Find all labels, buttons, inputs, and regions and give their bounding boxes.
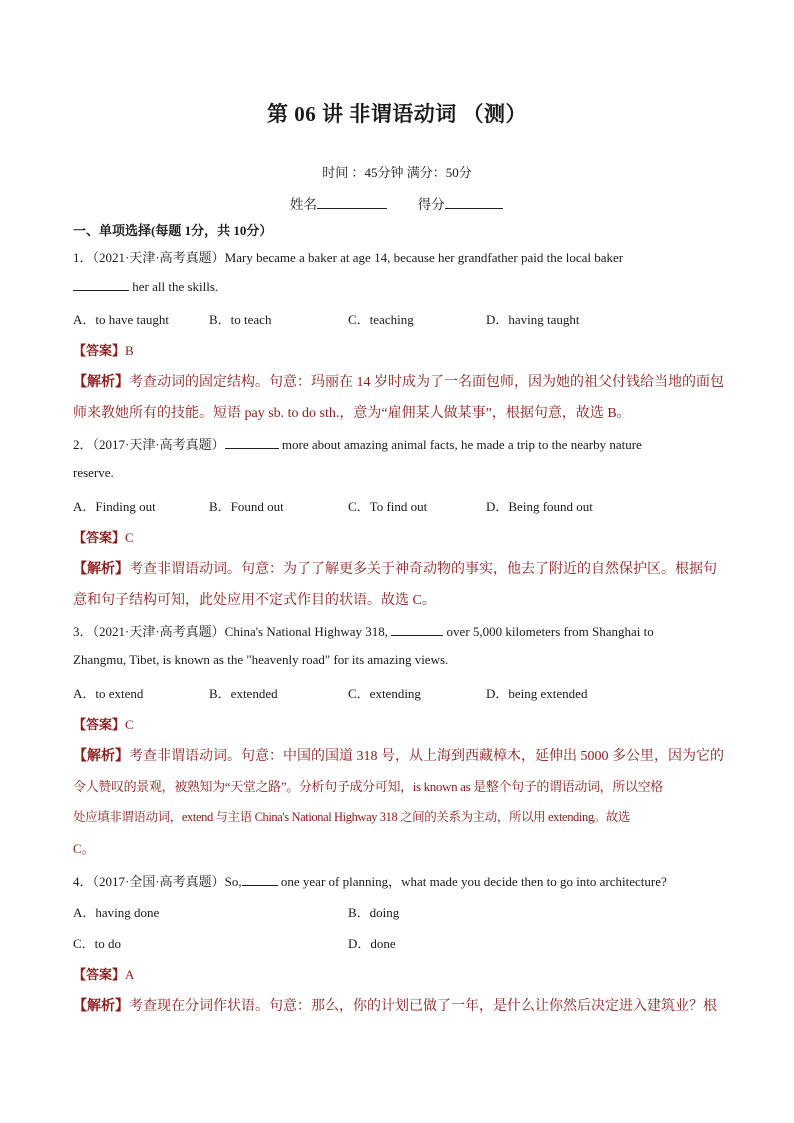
q2-analysis-tag: 【解析】 xyxy=(73,562,129,577)
q3-stem-head: 3．（2021·天津·高考真题）China's National Highway 318, xyxy=(73,624,392,639)
q1-stem-tail: her all the skills. xyxy=(129,279,219,294)
q3-stem-line1 xyxy=(73,621,654,640)
q1-blank[interactable] xyxy=(73,278,129,291)
q3-analysis-line1 xyxy=(73,745,724,765)
q3-analysis-line4: C。 xyxy=(73,841,95,856)
q2-analysis-line1 xyxy=(73,558,717,578)
q1-analysis-line2: 师来教她所有的技能。短语 pay sb. to do sth.，意为“雇佣某人做某事”，根据句意，故选 B。 xyxy=(73,406,631,421)
section-heading: 一、单项选择(每题 1分，共 10分） xyxy=(73,223,273,238)
q3-answer-tag: 【答案】 xyxy=(73,717,126,732)
q4-option-b[interactable]: B．doing xyxy=(348,905,400,920)
score-label: 得分 xyxy=(417,197,445,212)
q3-answer-value: C xyxy=(125,717,134,732)
q4-stem-tail: one year of planning，what made you decide then to go into architecture? xyxy=(277,874,667,889)
q4-analysis-tag: 【解析】 xyxy=(73,999,129,1014)
q4-answer-tag: 【答案】 xyxy=(73,967,126,982)
q3-option-a[interactable]: A．to extend xyxy=(73,686,144,701)
q4-analysis-line1 xyxy=(73,995,717,1015)
q4-stem-line1 xyxy=(73,871,667,890)
q4-option-a[interactable]: A．having done xyxy=(73,905,160,920)
q1-stem-line1: 1．（2021·天津·高考真题）Mary became a baker at age 14, because her grandfather paid the local baker xyxy=(73,250,624,265)
q1-option-a[interactable]: A．to have taught xyxy=(73,312,170,327)
q3-analysis-line2: 令人赞叹的景观，被熟知为“天堂之路”。分析句子成分可知，is known as 是整个句子的谓语动词，所以空格 xyxy=(73,779,663,794)
q2-analysis-line2: 意和句子结构可知，此处应用不定式作目的状语。故选 C。 xyxy=(73,593,436,608)
q2-stem-line2: reserve. xyxy=(73,465,114,480)
exam-meta: 时间 ：45分钟 满分：50分 xyxy=(322,165,472,180)
q2-option-c[interactable]: C．To find out xyxy=(348,499,428,514)
score-blank[interactable] xyxy=(445,194,503,209)
q4-stem-head: 4．（2017·全国·高考真题）So, xyxy=(73,874,242,889)
q3-answer xyxy=(73,714,134,733)
q3-analysis-line3: 处应填非谓语动词，extend 与主语 China's National Highway 318 之间的关系为主动，所以用 extending。故选 xyxy=(73,810,630,824)
q1-analysis-line1 xyxy=(73,371,724,391)
q3-option-b[interactable]: B．extended xyxy=(209,686,278,701)
page-title: 第 06 讲 非谓语动词 （测） xyxy=(267,102,527,126)
q3-option-c[interactable]: C．extending xyxy=(348,686,421,701)
q3-analysis-text1: 考查非谓语动词。句意：中国的国道 318 号，从上海到西藏樟木，延伸出 5000 多公里，因为它的 xyxy=(129,749,724,764)
q3-blank[interactable] xyxy=(391,623,443,636)
q1-answer-tag: 【答案】 xyxy=(73,343,126,358)
q1-stem-line2 xyxy=(73,278,218,295)
q3-analysis-tag: 【解析】 xyxy=(73,749,129,764)
q1-option-b[interactable]: B．to teach xyxy=(209,312,272,327)
q4-analysis-text1: 考查现在分词作状语。句意：那么，你的计划已做了一年，是什么让你然后决定进入建筑业？根 xyxy=(129,999,717,1014)
name-blank[interactable] xyxy=(317,194,387,209)
q4-answer xyxy=(73,964,134,983)
q2-option-d[interactable]: D．Being found out xyxy=(486,499,593,514)
q1-option-d[interactable]: D．having taught xyxy=(486,312,580,327)
q3-stem-line2: Zhangmu, Tibet, is known as the "heavenly road" for its amazing views. xyxy=(73,652,449,667)
q2-option-b[interactable]: B．Found out xyxy=(209,499,284,514)
q2-analysis-text1: 考查非谓语动词。句意：为了了解更多关于神奇动物的事实，他去了附近的自然保护区。根据句 xyxy=(129,562,717,577)
q2-stem-tail: more about amazing animal facts, he made a trip to the nearby nature xyxy=(278,437,642,452)
q1-option-c[interactable]: C．teaching xyxy=(348,312,414,327)
q2-stem-head: 2．（2017·天津·高考真题） xyxy=(73,437,225,452)
q2-stem-line1 xyxy=(73,434,642,453)
q1-analysis-text1: 考查动词的固定结构。句意：玛丽在 14 岁时成为了一名面包师，因为她的祖父付钱给当地的面包 xyxy=(129,375,724,390)
q4-option-c[interactable]: C．to do xyxy=(73,936,122,951)
q1-answer xyxy=(73,340,134,359)
q3-option-d[interactable]: D．being extended xyxy=(486,686,588,701)
q4-answer-value: A xyxy=(125,967,135,982)
name-label: 姓名 xyxy=(290,197,317,212)
q1-analysis-tag: 【解析】 xyxy=(73,375,129,390)
q4-blank[interactable] xyxy=(242,873,278,886)
q2-option-a[interactable]: A．Finding out xyxy=(73,499,156,514)
q2-answer-tag: 【答案】 xyxy=(73,530,126,545)
name-score-bar xyxy=(290,193,503,213)
q3-stem-tail: over 5,000 kilometers from Shanghai to xyxy=(443,624,654,639)
q2-blank[interactable] xyxy=(225,436,279,449)
q2-answer xyxy=(73,527,134,546)
q2-answer-value: C xyxy=(125,530,134,545)
q1-answer-value: B xyxy=(125,343,134,358)
q4-option-d[interactable]: D．done xyxy=(348,936,396,951)
